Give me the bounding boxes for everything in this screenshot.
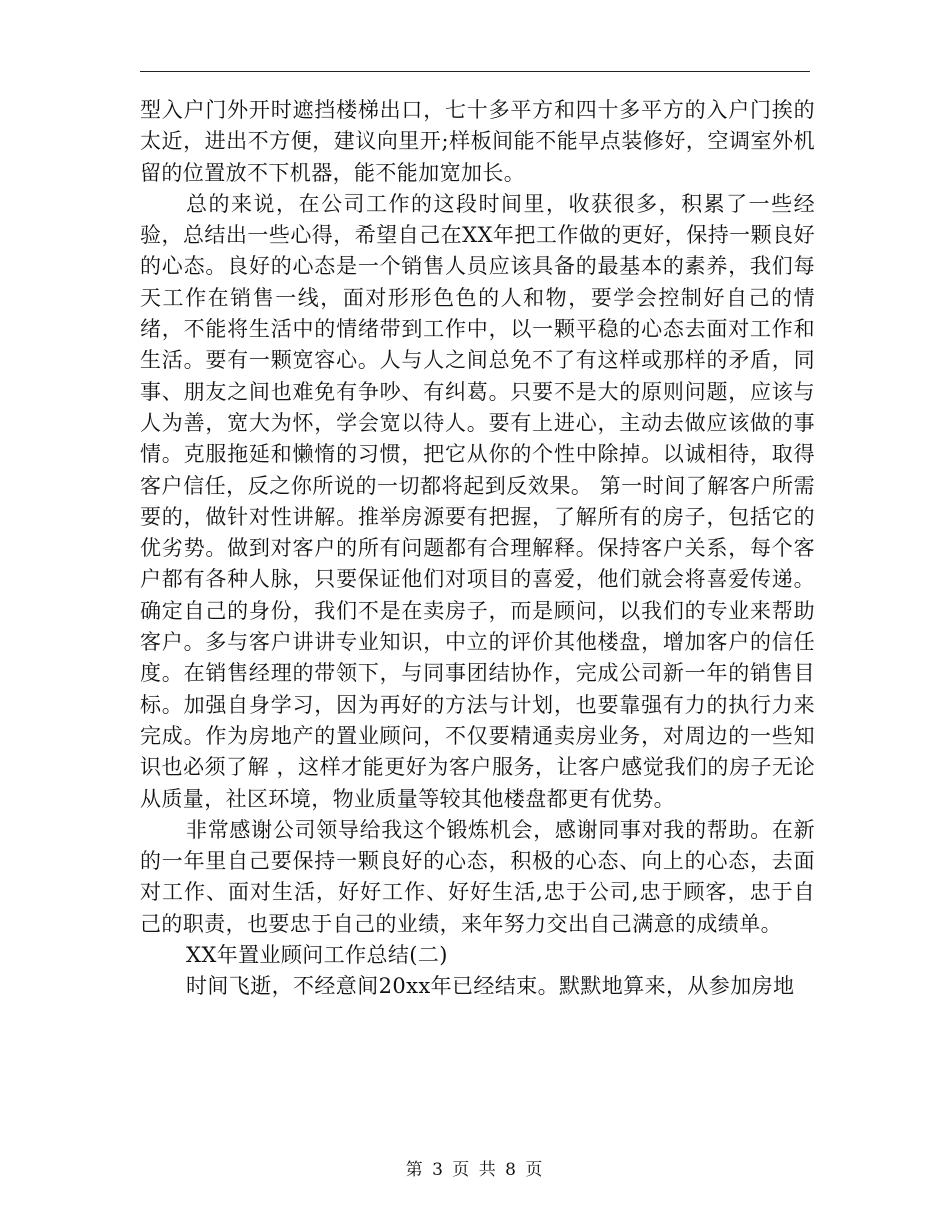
paragraph-3: 非常感谢公司领导给我这个锻炼机会，感谢同事对我的帮助。在新的一年里自己要保持一颗良好的心态，积极的心态、向上的心态，去面对工作、面对生活，好好工作、好好生活,忠于公司,忠于顾客，忠于自己的职责，也要忠于自己的业绩，来年努力交出自己满意的成绩单。	[140, 817, 815, 936]
paragraph-1: 型入户门外开时遮挡楼梯出口，七十多平方和四十多平方的入户门挨的太近，进出不方便，建议向里开;样板间能不能早点装修好，空调室外机留的位置放不下机器，能不能加宽加长。	[140, 98, 815, 185]
paragraph-2: 总的来说，在公司工作的这段时间里，收获很多，积累了一些经验，总结出一些心得，希望自己在XX年把工作做的更好，保持一颗良好的心态。良好的心态是一个销售人员应该具备的最基本的素养，我们每天工作在销售一线，面对形形色色的人和物，要学会控制好自己的情绪，不能将生活中的情绪带到工作中，以一颗平稳的心态去面对工作和生活。要有一颗宽容心。人与人之间总免不了有这样或那样的矛盾，同事、朋友之间也难免有争吵、有纠葛。只要不是大的原则问题，应该与人为善，宽大为怀，学会宽以待人。要有上进心，主动去做应该做的事情。克服拖延和懒惰的习惯，把它从你的个性中除掉。以诚相待，取得客户信任，反之你所说的一切都将起到反效果。 第一时间了解客户所需要的，做针对性讲解。推举房源要有把握，了解所有的房子，包括它的优劣势。做到对客户的所有问题都有合理解释。保持客户关系，每个客户都有各种人脉，只要保证他们对项目的喜爱，他们就会将喜爱传递。确定自己的身份，我们不是在卖房子，而是顾问，以我们的专业来帮助客户。多与客户讲讲专业知识，中立的评价其他楼盘，增加客户的信任度。在销售经理的带领下，与同事团结协作，完成公司新一年的销售目标。加强自身学习，因为再好的方法与计划，也要靠强有力的执行力来完成。作为房地产的置业顾问，不仅要精通卖房业务，对周边的一些知识也必须了解 ，这样才能更好为客户服务，让客户感觉我们的房子无论从质量，社区环境，物业质量等较其他楼盘都更有优势。	[140, 191, 815, 811]
document-body	[140, 95, 815, 1003]
section-heading: XX年置业顾问工作总结(二)	[186, 943, 448, 968]
paragraph-4: 时间飞逝，不经意间20xx年已经结束。默默地算来，从参加房地	[186, 974, 795, 999]
header-rule	[140, 71, 810, 72]
page-footer: 第 3 页 共 8 页	[405, 1160, 545, 1180]
